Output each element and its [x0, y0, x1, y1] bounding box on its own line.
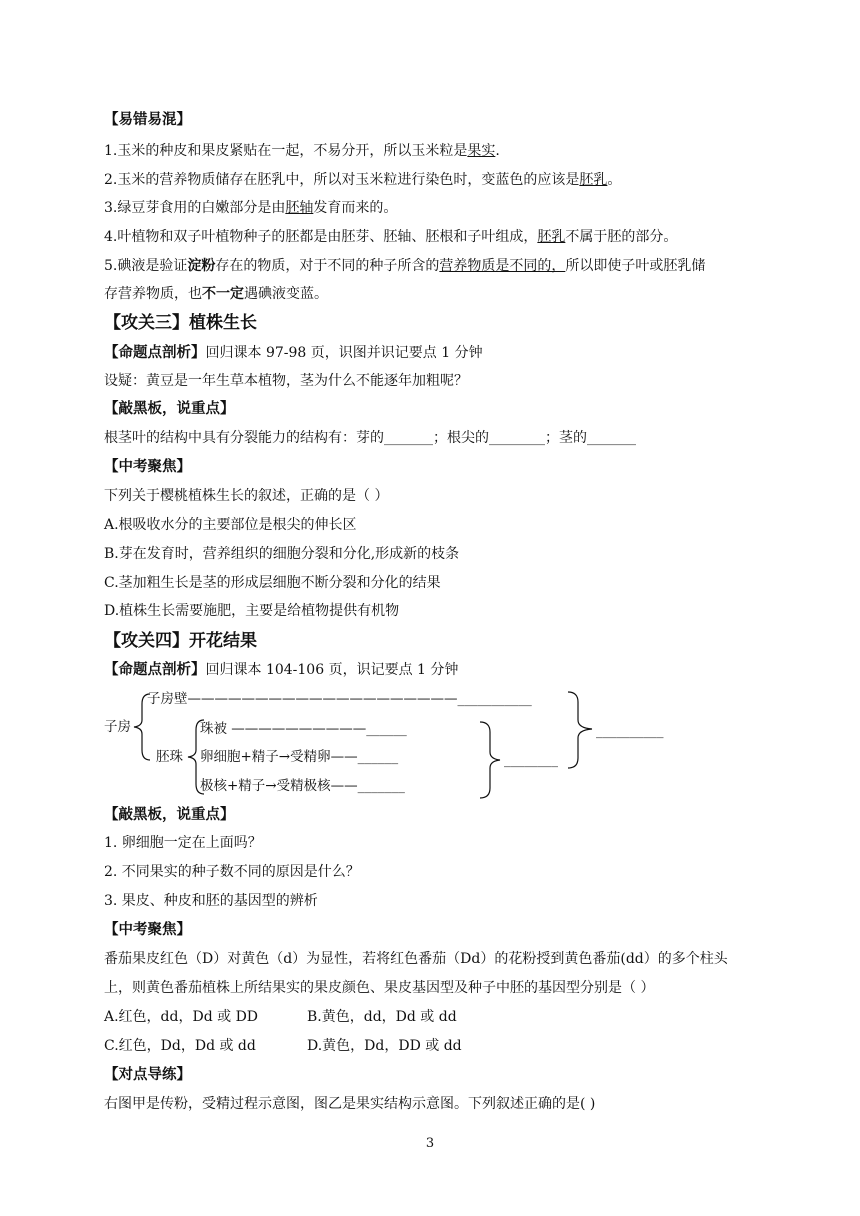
board-item-2: 2. 不同果实的种子数不同的原因是什么？ — [104, 864, 360, 880]
option-c-4: C.红色，Dd，Dd 或 dd — [104, 1038, 256, 1054]
mistake-text: 不属于胚的部分。 — [565, 229, 678, 245]
practice-title: 【对点导练】 — [104, 1066, 191, 1083]
page-number: 3 — [425, 1136, 435, 1151]
analysis-text: 回归课本 97-98 页，识图并识记要点 1 分钟 — [205, 345, 483, 361]
option-c-3: C.茎加粗生长是茎的形成层细胞不断分裂和分化的结果 — [104, 575, 441, 591]
focus-question-4-line1: 番茄果皮红色（D）对黄色（d）为显性，若将红色番茄（Dd）的花粉授到黄色番茄(dd）的多个柱头 — [104, 951, 728, 967]
mistake-item-1 — [104, 142, 500, 160]
analysis-line-4 — [104, 661, 458, 679]
option-b-4: B.黄色，dd，Dd 或 dd — [307, 1009, 457, 1025]
focus-title-3: 【中考聚焦】 — [104, 458, 191, 475]
mistake-text: 4.叶植物和双子叶植物种子的胚都是由胚芽、胚轴、胚根和子叶组成， — [104, 229, 538, 245]
section-title-flowering: 【攻关四】开花结果 — [104, 631, 257, 651]
section-title-plant-growth: 【攻关三】植株生长 — [104, 313, 257, 333]
board-title-3: 【敲黑板，说重点】 — [104, 400, 235, 417]
fruit-bracket — [566, 690, 596, 770]
analysis-text: 回归课本 104-106 页，识记要点 1 分钟 — [205, 662, 459, 678]
seed-blank: ________ — [504, 752, 558, 768]
ovary-label: 子房 — [104, 719, 131, 735]
analysis-line-3 — [104, 344, 483, 362]
mistake-answer: 胚乳 — [537, 229, 566, 245]
mistake-text: 5.碘液是验证 — [104, 258, 188, 274]
analysis-label: 【命题点剖析】 — [104, 344, 206, 361]
polar-line: 极核+精子→受精极核——_______ — [200, 778, 405, 794]
mistake-item-4 — [104, 228, 677, 246]
mistake-text: 遇碘液变蓝。 — [244, 286, 328, 302]
board-text-3: 根茎叶的结构中具有分裂能力的结构有：芽的_______；根尖的________；茎的_______ — [104, 430, 636, 446]
option-b-3: B.芽在发育时，营养组织的细胞分裂和分化,形成新的枝条 — [104, 546, 460, 562]
board-item-3: 3. 果皮、种皮和胚的基因型的辨析 — [104, 893, 318, 909]
option-d-3: D.植株生长需要施肥，主要是给植物提供有机物 — [104, 603, 400, 619]
mistake-text: 2.玉米的营养物质储存在胚乳中，所以对玉米粒进行染色时，变蓝色的应该是 — [104, 172, 580, 188]
board-item-1: 1. 卵细胞一定在上面吗？ — [104, 835, 262, 851]
mistake-text: 。 — [607, 172, 622, 188]
egg-line: 卵细胞+精子→受精卵——______ — [200, 749, 399, 765]
mistake-text: 存在的物质，对于不同的种子所含的 — [215, 258, 440, 274]
mistake-item-3 — [104, 199, 397, 217]
mistake-answer: 胚乳 — [579, 172, 608, 188]
option-d-4: D.黄色，Dd，DD 或 dd — [307, 1038, 462, 1054]
mistake-item-5 — [104, 257, 705, 275]
focus-question-3: 下列关于樱桃植株生长的叙述，正确的是（ ） — [104, 488, 389, 504]
mistake-text: 发育而来的。 — [313, 200, 398, 216]
focus-title-4: 【中考聚焦】 — [104, 921, 191, 938]
mistake-keyword: 淀粉 — [187, 258, 216, 274]
mistake-answer: 果实 — [467, 143, 496, 159]
option-a-3: A.根吸收水分的主要部位是根尖的伸长区 — [104, 517, 357, 533]
ovary-wall-line: 子房壁————————————————————___________ — [147, 691, 532, 707]
mistake-item-2 — [104, 171, 621, 189]
mistake-text: 所以即使子叶或胚乳储 — [565, 258, 706, 274]
option-a-4: A.红色，dd，Dd 或 DD — [104, 1009, 259, 1025]
mistake-text: 存营养物质，也 — [104, 286, 202, 302]
analysis-label: 【命题点剖析】 — [104, 661, 206, 678]
ovule-label: 胚珠 — [156, 749, 183, 765]
mistake-answer: 营养物质是不同的， — [439, 258, 566, 274]
mistake-text: 1.玉米的种皮和果皮紧贴在一起，不易分开，所以玉米粒是 — [104, 143, 468, 159]
focus-question-4-line2: 上，则黄色番茄植株上所结果实的果皮颜色、果皮基因型及种子中胚的基因型分别是（ ） — [104, 980, 655, 996]
integument-line: 珠被 ——————————______ — [200, 721, 407, 737]
mistake-answer: 胚轴 — [285, 200, 314, 216]
mistake-text: . — [495, 143, 500, 159]
mistake-keyword: 不一定 — [202, 286, 244, 302]
mistake-text: 3.绿豆芽食用的白嫩部分是由 — [104, 200, 286, 216]
section-title-mistakes: 【易错易混】 — [104, 111, 191, 128]
board-title-4: 【敲黑板，说重点】 — [104, 806, 235, 823]
seed-bracket — [478, 720, 504, 800]
mistake-item-5-cont — [104, 285, 328, 303]
fruit-blank: __________ — [596, 723, 664, 739]
practice-question: 右图甲是传粉，受精过程示意图，图乙是果实结构示意图。下列叙述正确的是( ) — [104, 1096, 596, 1112]
question-line: 设疑：黄豆是一年生草本植物，茎为什么不能逐年加粗呢？ — [104, 373, 468, 389]
